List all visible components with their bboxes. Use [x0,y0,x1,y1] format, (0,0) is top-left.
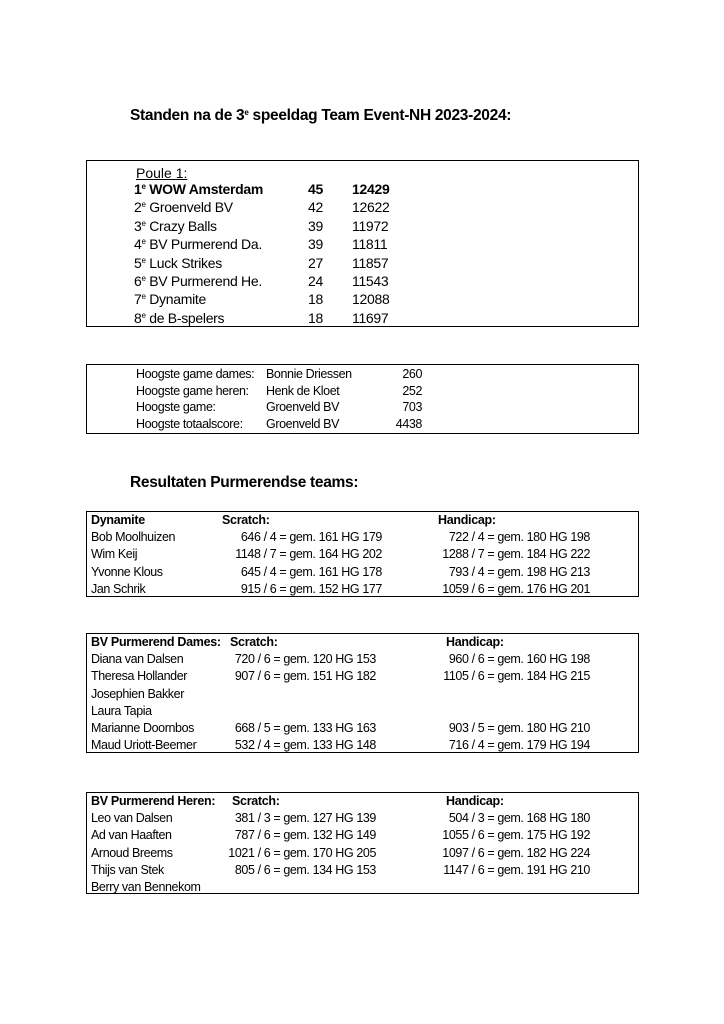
standing-points: 45 [308,181,323,197]
record-label: Hoogste game dames: [136,367,255,381]
page-title [130,107,511,125]
player-handicap: 1059 / 6 = gem. 176 HG 201 [442,581,590,596]
player-name: Laura Tapia [91,703,152,718]
standing-total: 11972 [352,217,389,234]
record-value: 4438 [395,416,422,431]
record-holder: Groenveld BV [266,416,340,431]
player-scratch: 907 / 6 = gem. 151 HG 182 [234,669,376,684]
handicap-header: Handicap: [438,513,496,527]
record-holder: Groenveld BV [266,400,340,415]
player-row [91,721,631,738]
team-header [91,635,631,652]
player-row [91,565,631,582]
player-scratch: 1148 / 7 = gem. 164 HG 202 [235,547,382,562]
team-name: BV Purmerend Heren: [91,794,216,808]
page-title-post: speeldag Team Event-NH 2023-2024: [248,107,512,124]
standing-team: 7e Dynamite [134,291,206,308]
player-row [91,704,631,721]
player-scratch: 668 / 5 = gem. 133 HG 163 [234,721,376,735]
standing-team: 1e WOW Amsterdam [134,181,264,197]
standing-total: 12429 [352,181,390,197]
standing-points: 39 [308,217,323,234]
player-row [91,530,631,547]
player-handicap: 1055 / 6 = gem. 175 HG 192 [442,828,590,843]
player-row [91,828,631,845]
standing-team: 2e Groenveld BV [134,199,233,216]
player-handicap: 1097 / 6 = gem. 182 HG 224 [442,845,590,860]
player-name: Bob Moolhuizen [91,530,176,545]
player-handicap: 1105 / 6 = gem. 184 HG 215 [443,669,590,684]
player-row [91,811,631,828]
record-label: Hoogste game heren: [136,383,249,398]
record-label: Hoogste totaalscore: [136,416,243,431]
scratch-header: Scratch: [222,513,270,527]
player-name: Arnoud Breems [91,845,173,860]
standing-total: 11857 [352,254,389,271]
standing-total: 11697 [352,309,389,326]
player-handicap: 960 / 6 = gem. 160 HG 198 [448,652,590,667]
player-scratch: 720 / 6 = gem. 120 HG 153 [234,652,376,667]
player-row [91,863,631,880]
standing-team: 3e Crazy Balls [134,217,217,234]
player-name: Jan Schrik [91,581,146,596]
player-name: Maud Uriott-Beemer [91,738,197,753]
player-scratch: 787 / 6 = gem. 132 HG 149 [234,828,376,843]
scratch-header: Scratch: [232,794,280,808]
team-name: BV Purmerend Dames: [91,635,221,649]
player-handicap: 504 / 3 = gem. 168 HG 180 [448,811,590,826]
player-handicap: 722 / 4 = gem. 180 HG 198 [448,530,590,545]
player-row [91,652,631,669]
standing-total: 12088 [352,291,390,308]
standing-team: 5e Luck Strikes [134,254,222,271]
player-scratch: 646 / 4 = gem. 161 HG 179 [240,530,382,545]
team-name: Dynamite [91,513,145,527]
player-row [91,547,631,564]
player-name: Diana van Dalsen [91,652,184,667]
page-title-pre: Standen na de 3 [130,107,245,124]
record-label: Hoogste game: [136,400,216,415]
standing-points: 18 [308,291,323,308]
standing-points: 24 [308,273,323,289]
standing-total: 11811 [352,236,388,253]
player-name: Ad van Haaften [91,828,172,843]
player-scratch: 532 / 4 = gem. 133 HG 148 [234,738,376,753]
player-row [91,880,631,897]
standing-points: 27 [308,254,323,271]
player-handicap: 1288 / 7 = gem. 184 HG 222 [442,547,590,562]
standing-points: 39 [308,236,323,253]
player-scratch: 381 / 3 = gem. 127 HG 139 [234,811,376,826]
player-name: Thijs van Stek [91,862,164,877]
player-name: Berry van Bennekom [91,880,201,894]
player-name: Leo van Dalsen [91,811,173,826]
player-name: Marianne Doornbos [91,721,194,735]
player-row [91,669,631,686]
team-header [91,794,631,811]
player-scratch: 645 / 4 = gem. 161 HG 178 [240,564,382,579]
standing-team: 8e de B-spelers [134,309,225,326]
handicap-header: Handicap: [446,635,504,649]
scratch-header: Scratch: [230,635,278,649]
section-title: Resultaten Purmerendse teams: [130,474,359,491]
player-row [91,846,631,863]
player-handicap: 793 / 4 = gem. 198 HG 213 [448,564,590,579]
record-holder: Bonnie Driessen [266,367,352,381]
record-value: 703 [402,400,422,415]
player-scratch: 915 / 6 = gem. 152 HG 177 [240,581,382,596]
record-value: 252 [402,383,422,398]
player-row [91,687,631,704]
player-row [91,582,631,599]
player-handicap: 903 / 5 = gem. 180 HG 210 [448,721,590,735]
player-name: Theresa Hollander [91,669,188,684]
player-scratch: 805 / 6 = gem. 134 HG 153 [234,862,376,877]
standing-team: 6e BV Purmerend He. [134,273,262,289]
team-header [91,513,631,530]
standing-total: 12622 [352,199,390,216]
page-title-sup: e [244,108,249,117]
standing-points: 42 [308,199,323,216]
record-holder: Henk de Kloet [266,383,340,398]
player-name: Yvonne Klous [91,564,163,579]
record-value: 260 [402,367,422,381]
handicap-header: Handicap: [446,794,504,808]
player-handicap: 716 / 4 = gem. 179 HG 194 [448,738,590,753]
player-row [91,738,631,755]
player-name: Josephien Bakker [91,686,184,701]
player-handicap: 1147 / 6 = gem. 191 HG 210 [443,862,590,877]
standing-team: 4e BV Purmerend Da. [134,236,262,253]
standing-total: 11543 [352,273,389,289]
poule-title: Poule 1: [136,165,188,181]
player-scratch: 1021 / 6 = gem. 170 HG 205 [228,845,376,860]
player-name: Wim Keij [91,547,138,562]
standing-points: 18 [308,309,323,326]
